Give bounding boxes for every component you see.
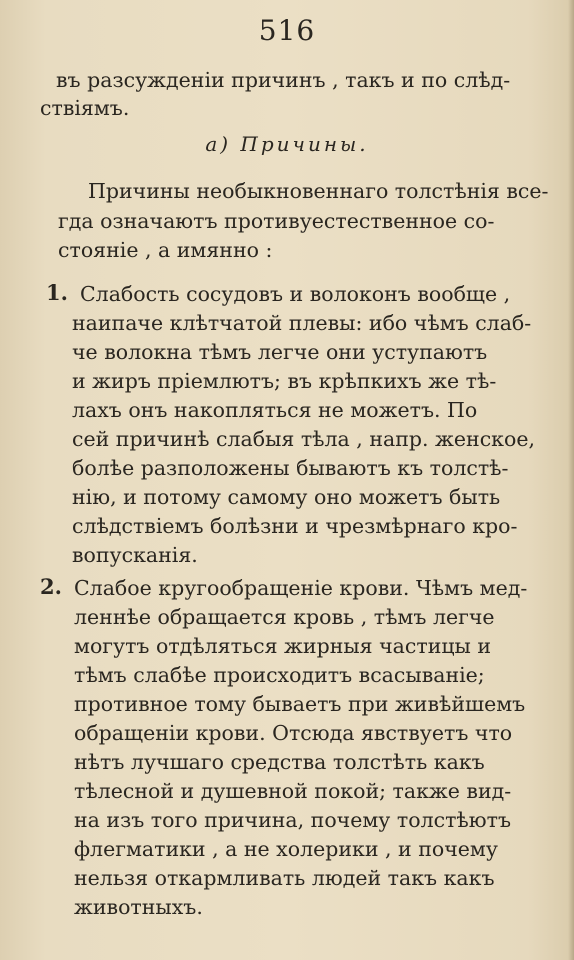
item-line: леннѣе обращается кровь , тѣмъ легче [74,605,495,629]
item-number: 2. [40,574,62,599]
item-line: противное тому бываетъ при живѣйшемъ [74,692,526,716]
item-line: нѣтъ лучшаго средства толстѣть какъ [74,750,485,774]
item-line: тѣмъ слабѣе происходитъ всасываніе; [74,663,485,687]
item-line: болѣе разположены бываютъ къ толстѣ- [72,456,509,480]
page-edge-shadow [568,0,574,960]
item-line: вопусканія. [72,543,198,567]
item-line: могутъ отдѣляться жирныя частицы и [74,634,492,658]
item-line: наипаче клѣтчатой плевы: ибо чѣмъ слаб- [72,311,532,335]
paragraph-line: стояніе , а имянно : [58,238,273,262]
item-line: на изъ того причина, почему толстѣютъ [74,808,512,832]
section-heading: a) Причины. [205,132,369,156]
item-line: сей причинѣ слабыя тѣла , напр. женское, [72,427,535,451]
item-line: нію, и потому самому оно можетъ быть [72,485,501,509]
intro-line: въ разсужденіи причинъ , такъ и по слѣд- [56,68,511,92]
item-line: тѣлесной и душевной покой; также вид- [74,779,512,803]
item-line: Слабое кругообращеніе крови. Чѣмъ мед- [74,576,528,600]
paragraph-line: Причины необыкновеннаго толстѣнія все- [88,179,549,203]
item-line: обращеніи крови. Отсюда явствуетъ что [74,721,513,745]
item-line: и жиръ пріемлютъ; въ крѣпкихъ же тѣ- [72,369,497,393]
item-line: флегматики , а не холерики , и почему [74,837,498,861]
item-line: че волокна тѣмъ легче они уступаютъ [72,340,488,364]
item-line: нельзя откармливать людей такъ какъ [74,866,495,890]
item-line: Слабость сосудовъ и волоконъ вообще , [80,282,511,306]
item-line: слѣдствіемъ болѣзни и чрезмѣрнаго кро- [72,514,518,538]
paragraph-line: гда означаютъ противуестественное со- [58,209,495,233]
item-line: животныхъ. [74,895,203,919]
item-number: 1. [46,280,68,305]
item-line: лахъ онъ накопляться не можетъ. По [72,398,478,422]
intro-line: ствіямъ. [40,96,130,120]
page-number: 516 [258,14,316,47]
